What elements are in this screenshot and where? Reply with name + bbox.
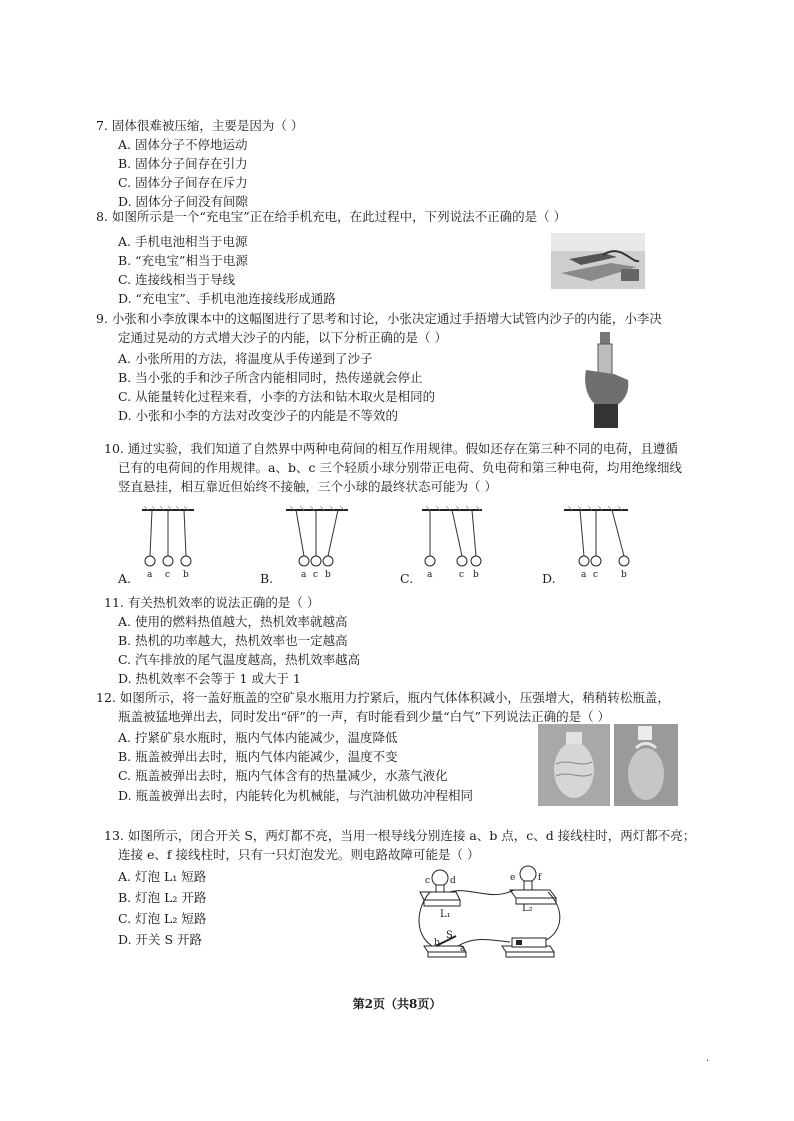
q10-stem-line-3: 竖直悬挂，相互靠近但始终不接触，三个小球的最终状态可能为（ ） xyxy=(118,479,497,494)
q10-d-ball-label-1: a xyxy=(581,570,587,580)
q13-option-b: B. 灯泡 L₂ 开路 xyxy=(118,890,207,905)
circuit-label-a: a xyxy=(460,944,466,954)
q11-stem: 11. 有关热机效率的说法正确的是（ ） xyxy=(104,595,320,610)
q12-stem-line-2: 瓶盖被猛地弹出去，同时发出“砰”的一声，有时能看到少量“白气”下列说法正确的是（ ） xyxy=(118,709,611,724)
q10-b-ball-label-3: b xyxy=(325,570,331,580)
q10-b-ball-label-2: c xyxy=(313,570,319,580)
q10-c-ball-label-3: b xyxy=(473,570,479,580)
q9-option-d: D. 小张和小李的方法对改变沙子的内能是不等效的 xyxy=(118,408,399,423)
circuit-label-b: b xyxy=(434,938,440,948)
q11-option-b: B. 热机的功率越大，热机效率也一定越高 xyxy=(118,633,348,648)
q10-d-ball-label-3: b xyxy=(621,570,627,580)
q9-stem-line-1: 9. 小张和小李放课本中的这幅图进行了思考和讨论，小张决定通过手捂增大试管内沙子的内能，小李决 xyxy=(96,311,662,326)
q10-c-ball-label-2: c xyxy=(459,570,465,580)
q10-d-ball-label-2: c xyxy=(593,570,599,580)
q10-option-d-label: D. xyxy=(542,571,556,586)
q10-a-ball-label-2: c xyxy=(165,570,171,580)
q12-option-a: A. 拧紧矿泉水瓶时，瓶内气体内能减少，温度降低 xyxy=(118,730,398,745)
q7-option-c: C. 固体分子间存在斥力 xyxy=(118,175,248,190)
q8-option-c: C. 连接线相当于导线 xyxy=(118,272,236,287)
q10-c-ball-label-1: a xyxy=(427,570,433,580)
test-tube-photo xyxy=(578,330,638,430)
q11-option-a: A. 使用的燃料热值越大，热机效率就越高 xyxy=(118,614,348,629)
q10-stem-line-1: 10. 通过实验，我们知道了自然界中两种电荷间的相互作用规律。假如还存在第三种不同的电荷，且遵循 xyxy=(104,441,678,456)
q7-option-b: B. 固体分子间存在引力 xyxy=(118,156,248,171)
q8-option-a: A. 手机电池相当于电源 xyxy=(118,234,248,249)
q7-option-a: A. 固体分子不停地运动 xyxy=(118,137,248,152)
q12-stem-line-1: 12. 如图所示，将一盖好瓶盖的空矿泉水瓶用力拧紧后，瓶内气体体积减小，压强增大，稍稍转松瓶盖， xyxy=(96,690,670,705)
q10-a-ball-label-1: a xyxy=(147,570,153,580)
q10-figure-d xyxy=(564,506,629,566)
q10-stem-line-2: 已有的电荷间的作用规律。a、b、c 三个轻质小球分别带正电荷、负电荷和第三种电荷，均用绝缘细线 xyxy=(118,460,682,475)
bottle-photo-left xyxy=(538,724,610,806)
page-number-footer: 第2页（共8页） xyxy=(352,997,442,1011)
q9-option-c: C. 从能量转化过程来看，小李的方法和钻木取火是相同的 xyxy=(118,389,436,404)
q10-option-c-label: C. xyxy=(400,571,414,586)
q10-b-ball-label-1: a xyxy=(301,570,307,580)
q11-option-d: D. 热机效率不会等于 1 或大于 1 xyxy=(118,671,301,686)
q10-figure-b xyxy=(286,506,348,566)
power-bank-photo xyxy=(551,233,645,289)
circuit-label-l1: L₁ xyxy=(440,909,451,920)
q10-a-ball-label-3: b xyxy=(183,570,189,580)
q13-option-a: A. 灯泡 L₁ 短路 xyxy=(118,869,207,884)
q13-stem-line-1: 13. 如图所示，闭合开关 S，两灯都不亮，当用一根导线分别连接 a、b 点，c、d 接线柱时，两灯都不亮； xyxy=(104,828,696,843)
q13-option-c: C. 灯泡 L₂ 短路 xyxy=(118,911,207,926)
scan-speck: · xyxy=(706,1056,710,1067)
q10-figure-a xyxy=(142,506,194,566)
q11-option-c: C. 汽车排放的尾气温度越高，热机效率越高 xyxy=(118,652,361,667)
q10-figure-c xyxy=(422,506,482,566)
q7-option-d: D. 固体分子间没有间隙 xyxy=(118,194,249,209)
q12-option-b: B. 瓶盖被弹出去时，瓶内气体内能减少，温度不变 xyxy=(118,749,398,764)
circuit-label-l2: L₂ xyxy=(522,903,533,914)
q9-option-a: A. 小张所用的方法，将温度从手传递到了沙子 xyxy=(118,351,373,366)
q12-option-d: D. 瓶盖被弹出去时，内能转化为机械能，与汽油机做功冲程相同 xyxy=(118,788,474,803)
bottle-photo-right xyxy=(614,724,678,806)
q13-stem-line-2: 连接 e、f 接线柱时，只有一只灯泡发光。则电路故障可能是（ ） xyxy=(118,847,480,862)
q10-option-a-label: A. xyxy=(118,571,132,586)
q9-stem-line-2: 定通过晃动的方式增大沙子的内能，以下分析正确的是（ ） xyxy=(118,330,447,345)
q8-stem: 8. 如图所示是一个“充电宝”正在给手机充电，在此过程中，下列说法不正确的是（ ） xyxy=(96,209,567,224)
circuit-label-d: d xyxy=(450,876,456,886)
q8-option-b: B. “充电宝”相当于电源 xyxy=(118,253,248,268)
circuit-label-f: f xyxy=(538,873,542,883)
circuit-label-c: c xyxy=(425,876,431,886)
q13-option-d: D. 开关 S 开路 xyxy=(118,932,203,947)
q9-option-b: B. 当小张的手和沙子所含内能相同时，热传递就会停止 xyxy=(118,370,423,385)
q10-option-b-label: B. xyxy=(260,571,274,586)
circuit-label-e: e xyxy=(510,873,516,883)
q7-stem: 7. 固体很难被压缩，主要是因为（ ） xyxy=(96,118,304,133)
q12-option-c: C. 瓶盖被弹出去时，瓶内气体含有的热量减少，水蒸气液化 xyxy=(118,768,448,783)
q8-option-d: D. “充电宝”、手机电池连接线形成通路 xyxy=(118,291,336,306)
circuit-label-s: S xyxy=(446,930,453,941)
